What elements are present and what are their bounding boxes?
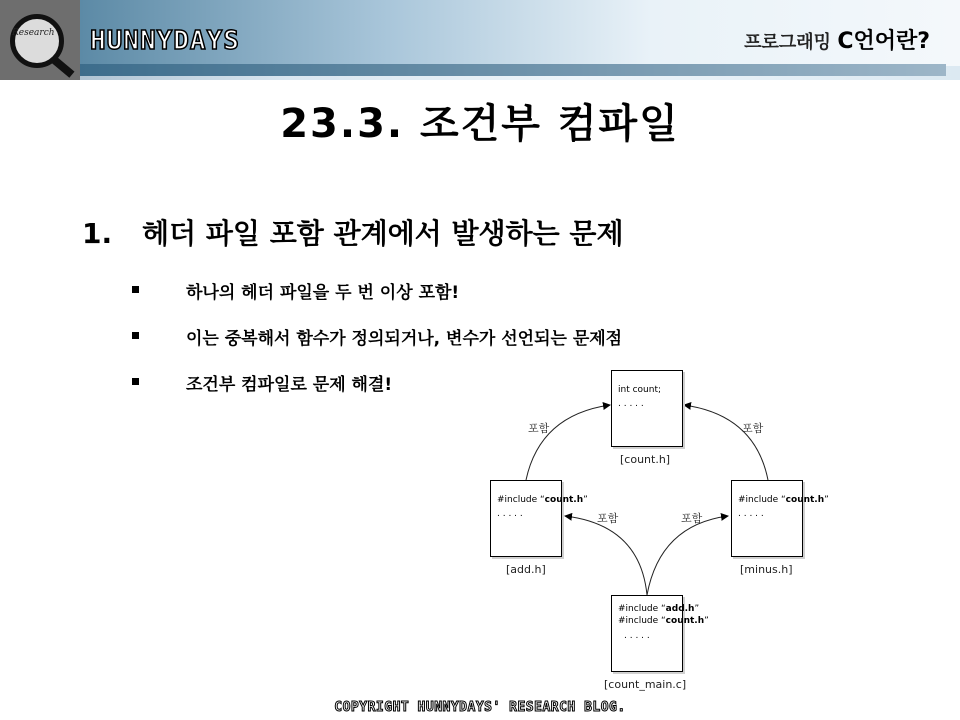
count-h-box [611, 370, 683, 447]
arrow-add-to-count [526, 405, 610, 480]
add-h-include [497, 495, 588, 505]
include-file: count.h [544, 495, 584, 505]
edge-label-minus-count: 포함 [742, 422, 764, 435]
brand-name: HUNNYDAYS [90, 26, 240, 56]
bullet-square-icon [132, 286, 139, 293]
bullet-text: 조건부 컴파일로 문제 해결! [186, 375, 393, 395]
count-main-include-1 [618, 604, 699, 614]
include-prefix: #include “ [618, 616, 666, 626]
add-h-box [490, 480, 588, 557]
include-prefix: #include “ [618, 604, 666, 614]
edge-label-add-count: 포함 [528, 422, 550, 435]
count-h-caption: [count.h] [620, 453, 671, 466]
minus-h-include [738, 495, 829, 505]
count-main-c-caption: [count_main.c] [604, 678, 687, 691]
bullet-square-icon [132, 332, 139, 339]
bullet-square-icon [132, 378, 139, 385]
bullet-text: 하나의 헤더 파일을 두 번 이상 포함! [186, 283, 460, 303]
include-file: count.h [665, 616, 705, 626]
magnifier-logo-icon [0, 0, 80, 80]
minus-h-box [731, 480, 829, 557]
section-text: 헤더 파일 포함 관계에서 발생하는 문제 [142, 217, 624, 250]
arrow-main-to-add [565, 516, 647, 595]
section-number: 1. [82, 217, 113, 250]
add-h-caption: [add.h] [506, 563, 546, 576]
include-prefix: #include “ [497, 495, 545, 505]
logo-text: Research [12, 28, 55, 38]
include-suffix: ” [824, 495, 829, 505]
add-h-dots: . . . . . [497, 509, 523, 519]
copyright-footer: COPYRIGHT HUNNYDAYS' RESEARCH BLOG. [334, 700, 626, 715]
include-prefix: #include “ [738, 495, 786, 505]
include-suffix: ” [704, 616, 709, 626]
bullet-text: 이는 중복해서 함수가 정의되거나, 변수가 선언되는 문제점 [186, 329, 623, 349]
minus-h-dots: . . . . . [738, 509, 764, 519]
arrow-main-to-minus [647, 516, 728, 595]
subtitle-emphasis: C언어란? [837, 29, 930, 54]
edge-label-main-minus: 포함 [681, 512, 703, 525]
count-h-line2: . . . . . [618, 399, 644, 409]
arrow-minus-to-count [684, 405, 768, 480]
header-divider [80, 64, 946, 76]
section-heading [82, 212, 624, 252]
include-file: count.h [785, 495, 825, 505]
include-file: add.h [665, 604, 695, 614]
count-main-c-box [611, 595, 709, 672]
count-main-include-2 [618, 616, 709, 626]
subtitle-pre: 프로그래밍 [744, 32, 838, 53]
count-main-dots: . . . . . [624, 631, 650, 641]
header-subtitle [744, 24, 930, 55]
minus-h-caption: [minus.h] [740, 563, 793, 576]
edge-label-main-add: 포함 [597, 512, 619, 525]
slide-title: 23.3. 조건부 컴파일 [280, 101, 680, 147]
include-suffix: ” [583, 495, 588, 505]
handle-icon [49, 55, 74, 78]
count-h-line1: int count; [618, 385, 662, 395]
include-suffix: ” [694, 604, 700, 614]
